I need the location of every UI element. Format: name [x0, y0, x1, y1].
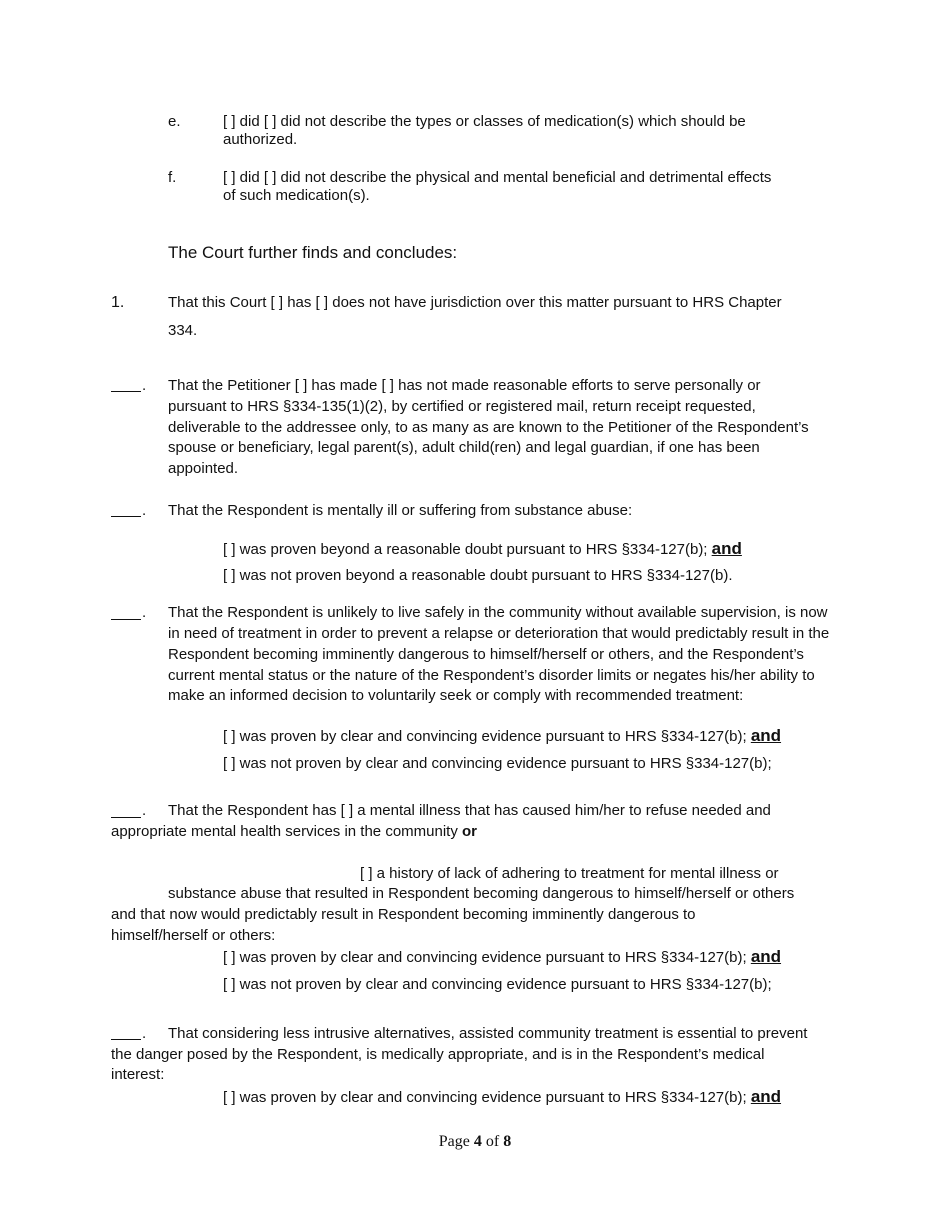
- p1-number: 1.: [111, 294, 125, 311]
- item-e-text-cont: authorized.: [223, 131, 298, 148]
- p5-text-l6: himself/herself or others:: [111, 927, 276, 944]
- p6-number-dot: .: [142, 1025, 147, 1042]
- p5-number-dot: .: [142, 802, 147, 819]
- p2-text-l4: spouse or beneficiary, legal parent(s), adult child(ren) and legal guardian, if one has been: [168, 439, 760, 456]
- p5-text-l4: substance abuse that resulted in Respondent becoming dangerous to himself/herself or others: [168, 885, 795, 902]
- p3-text: That the Respondent is mentally ill or suffering from substance abuse:: [168, 502, 633, 519]
- item-e-text: [ ] did [ ] did not describe the types or classes of medication(s) which should be: [223, 113, 746, 130]
- p2-text-l5: appointed.: [168, 460, 239, 477]
- page-footer: [0, 1133, 950, 1151]
- p2-number-dot: .: [142, 377, 147, 394]
- p5-option-not-proven: [ ] was not proven by clear and convincing evidence pursuant to HRS §334-127(b);: [223, 976, 772, 993]
- p5-text-l5: and that now would predictably result in Respondent becoming imminently dangerous to: [111, 906, 696, 923]
- p2-text-l2: pursuant to HRS §334-135(1)(2), by certified or registered mail, return receipt requested,: [168, 398, 756, 415]
- p2-text-l1: That the Petitioner [ ] has made [ ] has not made reasonable efforts to serve personally or: [168, 377, 761, 394]
- p4-number-blank: [111, 619, 141, 620]
- p4-text-l3: Respondent becoming imminently dangerous to himself/herself or others, and the Respondent’s: [168, 646, 804, 663]
- item-e-label: e.: [168, 113, 181, 130]
- p4-text-l4: current mental status or the nature of the Respondent’s disorder limits or negates his/her ability to: [168, 667, 815, 684]
- p4-text-l1: That the Respondent is unlikely to live safely in the community without available supervision, is now: [168, 604, 828, 621]
- p5-text-l2: appropriate mental health services in the community or: [111, 823, 478, 840]
- p3-number-blank: [111, 516, 141, 517]
- p5-number-blank: [111, 817, 141, 818]
- findings-heading: The Court further finds and concludes:: [168, 243, 458, 262]
- item-f-label: f.: [168, 169, 177, 186]
- p6-text-l3: interest:: [111, 1066, 165, 1083]
- p1-text-cont: 334.: [168, 322, 198, 339]
- item-f-text: [ ] did [ ] did not describe the physical and mental beneficial and detrimental effects: [223, 169, 772, 186]
- p6-text-l2: the danger posed by the Respondent, is medically appropriate, and is in the Respondent’s medical: [111, 1046, 765, 1063]
- p5-text-l3: [ ] a history of lack of adhering to treatment for mental illness or: [360, 865, 779, 882]
- p2-number-blank: [111, 391, 141, 392]
- p6-option-proven: [ ] was proven by clear and convincing evidence pursuant to HRS §334-127(b); and: [223, 1087, 782, 1106]
- footer-page-number: 4: [473, 1133, 482, 1150]
- p4-text-l5: make an informed decision to voluntarily seek or comply with recommended treatment:: [168, 687, 744, 704]
- p4-number-dot: .: [142, 604, 147, 621]
- p4-option-proven: [ ] was proven by clear and convincing evidence pursuant to HRS §334-127(b); and: [223, 726, 782, 745]
- p5-option-proven: [ ] was proven by clear and convincing evidence pursuant to HRS §334-127(b); and: [223, 947, 782, 966]
- p3-option-proven: [ ] was proven beyond a reasonable doubt pursuant to HRS §334-127(b); and: [223, 539, 742, 558]
- p4-option-not-proven: [ ] was not proven by clear and convincing evidence pursuant to HRS §334-127(b);: [223, 755, 772, 772]
- p3-number-dot: .: [142, 502, 147, 519]
- p6-text-l1: That considering less intrusive alternatives, assisted community treatment is essential to prevent: [168, 1025, 808, 1042]
- p1-text: That this Court [ ] has [ ] does not have jurisdiction over this matter pursuant to HRS Chapter: [168, 294, 782, 311]
- item-f-text-cont: of such medication(s).: [223, 187, 370, 204]
- footer-page-word: Page: [438, 1133, 470, 1150]
- p5-text-l1: That the Respondent has [ ] a mental illness that has caused him/her to refuse needed and: [168, 802, 771, 819]
- p3-option-not-proven: [ ] was not proven beyond a reasonable doubt pursuant to HRS §334-127(b).: [223, 567, 733, 584]
- footer-total-pages: 8: [503, 1133, 512, 1150]
- p6-number-blank: [111, 1039, 141, 1040]
- p2-text-l3: deliverable to the addressee only, to as many as are known to the Petitioner of the Respondent’s: [168, 419, 809, 436]
- p4-text-l2: in need of treatment in order to prevent a relapse or deterioration that would predictably result in the: [168, 625, 830, 642]
- footer-of-word: of: [485, 1133, 500, 1150]
